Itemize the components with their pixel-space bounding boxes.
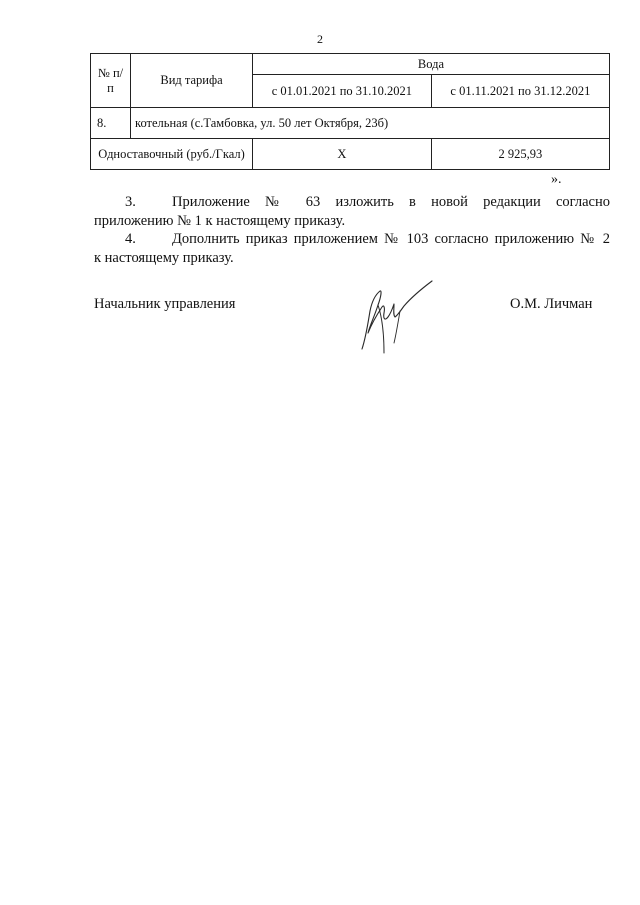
row-name: котельная (с.Тамбовка, ул. 50 лет Октября, 23б): [131, 108, 610, 139]
header-tariff-kind: Вид тарифа: [131, 54, 253, 108]
item-number: 4.: [125, 231, 136, 247]
tariff-period2-value: 2 925,93: [431, 139, 609, 170]
tariff-kind: Одноставочный (руб./Гкал): [91, 139, 253, 170]
header-group: Вода: [253, 54, 610, 75]
item-number: 3.: [125, 194, 136, 210]
signature-image: [348, 277, 452, 357]
header-period2: с 01.11.2021 по 31.12.2021: [431, 75, 609, 108]
item-text: Дополнить приказ приложением № 103 согласно приложению № 2: [172, 231, 610, 247]
paragraph-item-4: [94, 230, 610, 268]
signer-title: Начальник управления: [94, 296, 236, 312]
paragraph-line: к настоящему приказу.: [94, 250, 234, 266]
paragraph-line: приложению № 1 к настоящему приказу.: [94, 213, 346, 229]
tariff-table: [90, 53, 610, 170]
paragraph-item-3: [94, 193, 610, 231]
paragraph-line: [94, 193, 610, 212]
row-num: 8.: [91, 108, 131, 139]
tariff-period1-value: Х: [253, 139, 432, 170]
page-number: 2: [317, 32, 323, 46]
signer-name: О.М. Личман: [510, 296, 593, 312]
paragraph-line: [94, 230, 610, 249]
closing-quote: ».: [551, 172, 562, 187]
header-period1: с 01.01.2021 по 31.10.2021: [253, 75, 432, 108]
header-num: № п/п: [91, 54, 131, 108]
item-text: Приложение № 63 изложить в новой редакции согласно: [172, 194, 610, 210]
